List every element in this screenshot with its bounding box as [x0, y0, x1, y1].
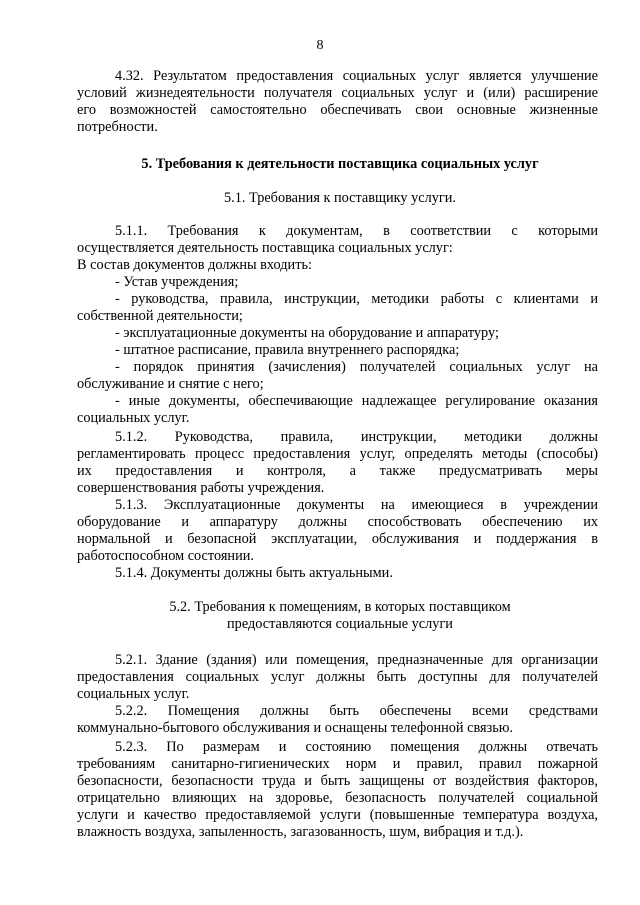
paragraph-5-1-4: 5.1.4. Документы должны быть актуальными. — [115, 565, 393, 581]
paragraph-5-2-3-line: 5.2.3. По размерам и состоянию помещения должны отвечать — [115, 739, 598, 755]
paragraph-5-2-1-line: предоставления социальных услуг должны быть доступны для получателей — [77, 669, 598, 685]
paragraph-5-1-1-line: 5.1.1. Требования к документам, в соответствии с которыми — [115, 223, 598, 239]
paragraph-5-2-1-line: 5.2.1. Здание (здания) или помещения, предназначенные для организации — [115, 652, 598, 668]
section-5-heading: 5. Требования к деятельности поставщика социальных услуг — [141, 156, 539, 172]
subsection-5-2-heading: 5.2. Требования к помещениям, в которых поставщиком — [169, 599, 511, 615]
paragraph-4-32-line: 4.32. Результатом предоставления социальных услуг является улучшение — [115, 68, 598, 84]
document-list-item-cont: собственной деятельности; — [77, 308, 243, 324]
document-list-item: - порядок принятия (зачисления) получателей социальных услуг на — [115, 359, 598, 375]
document-list-item: - руководства, правила, инструкции, методики работы с клиентами и — [115, 291, 598, 307]
paragraph-5-1-3-line: оборудование и аппаратуру должны способствовать обеспечению их — [77, 514, 598, 530]
paragraph-5-2-3-line: требованиям санитарно-гигиенических норм и правил, правил пожарной — [77, 756, 598, 772]
paragraph-5-2-1-line: социальных услуг. — [77, 686, 190, 702]
paragraph-5-1-3-line: нормальной и безопасной эксплуатации, обслуживания и поддержания в — [77, 531, 598, 547]
paragraph-5-2-3-line: отрицательно влияющих на здоровье, безопасность получателей социальной — [77, 790, 598, 806]
paragraph-5-1-1-line: В состав документов должны входить: — [77, 257, 312, 273]
paragraph-5-1-3-line: 5.1.3. Эксплуатационные документы на имеющиеся в учреждении — [115, 497, 598, 513]
paragraph-5-2-3-line: услуги и качество предоставляемой услуги (повышенные температура воздуха, — [77, 807, 598, 823]
paragraph-4-32-line: потребности. — [77, 119, 158, 135]
document-list-item-cont: обслуживание и снятие с него; — [77, 376, 264, 392]
paragraph-5-1-2-line: их предоставления и контроля, а также предусматривать меры — [77, 463, 598, 479]
document-list-item: - иные документы, обеспечивающие надлежащее регулирование оказания — [115, 393, 598, 409]
paragraph-4-32-line: его возможностей самостоятельно обеспечивать свои основные жизненные — [77, 102, 598, 118]
paragraph-5-2-2-line: 5.2.2. Помещения должны быть обеспечены всеми средствами — [115, 703, 598, 719]
document-list-item: - штатное расписание, правила внутреннего распорядка; — [115, 342, 460, 358]
subsection-5-2-heading: предоставляются социальные услуги — [227, 616, 453, 632]
paragraph-5-2-3-line: безопасности, безопасности труда и быть защищены от воздействия факторов, — [77, 773, 598, 789]
page-number: 8 — [316, 38, 324, 53]
paragraph-5-1-2-line: регламентировать процесс предоставления услуг, определять методы (способы) — [77, 446, 598, 462]
paragraph-5-2-3-line: влажность воздуха, запыленность, загазованность, шум, вибрация и т.д.). — [77, 824, 524, 840]
paragraph-5-1-3-line: работоспособном состоянии. — [77, 548, 254, 564]
document-list-item: - эксплуатационные документы на оборудование и аппаратуру; — [115, 325, 499, 341]
paragraph-4-32-line: условий жизнедеятельности получателя социальных услуг и (или) расширение — [77, 85, 598, 101]
paragraph-5-1-2-line: 5.1.2. Руководства, правила, инструкции, методики должны — [115, 429, 598, 445]
paragraph-5-2-2-line: коммунально-бытового обслуживания и оснащены телефонной связью. — [77, 720, 514, 736]
document-list-item-cont: социальных услуг. — [77, 410, 190, 426]
paragraph-5-1-2-line: совершенствования работы учреждения. — [77, 480, 325, 496]
paragraph-5-1-1-line: осуществляется деятельность поставщика социальных услуг: — [77, 240, 453, 256]
subsection-5-1-heading: 5.1. Требования к поставщику услуги. — [223, 190, 457, 206]
document-list-item: - Устав учреждения; — [115, 274, 239, 290]
